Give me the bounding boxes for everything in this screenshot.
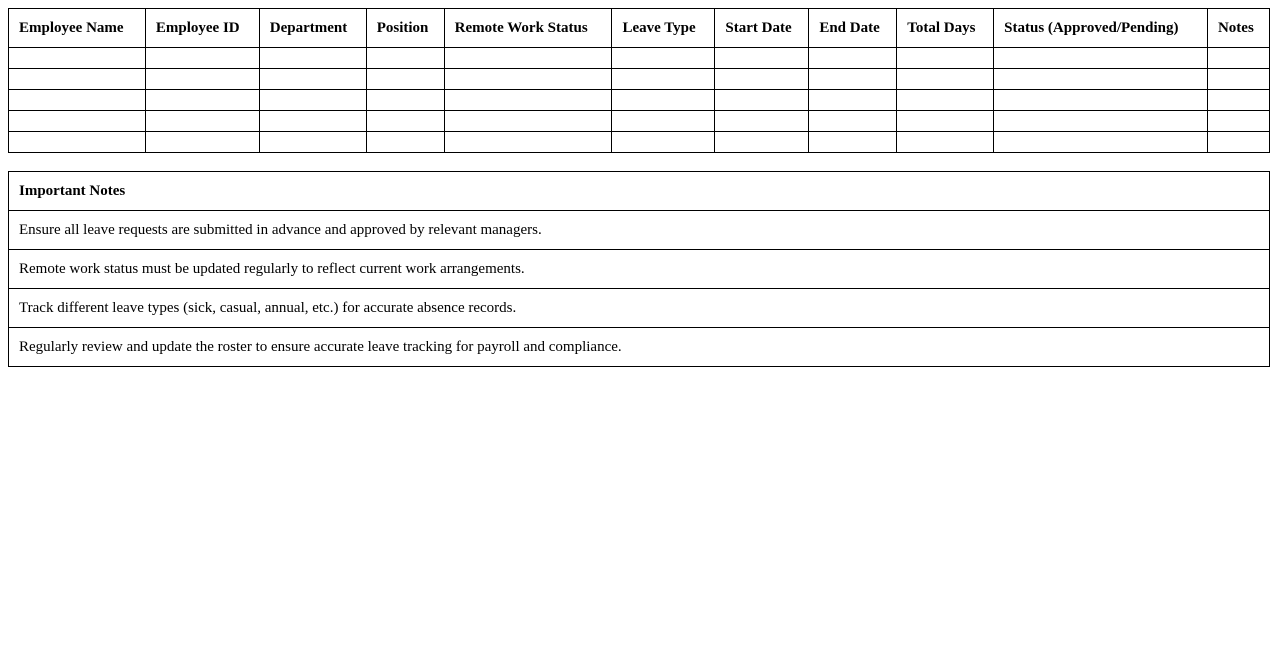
table-cell[interactable] (9, 111, 146, 132)
table-cell[interactable] (994, 111, 1208, 132)
table-cell[interactable] (259, 90, 366, 111)
table-cell[interactable] (897, 90, 994, 111)
table-cell[interactable] (1207, 90, 1269, 111)
leave-roster-table (8, 8, 1270, 153)
table-cell[interactable] (145, 48, 259, 69)
note-row (9, 289, 1270, 328)
table-row (9, 90, 1270, 111)
table-cell[interactable] (145, 69, 259, 90)
table-cell[interactable] (897, 69, 994, 90)
header-position: Position (366, 9, 444, 48)
table-cell[interactable] (612, 69, 715, 90)
table-body (9, 48, 1270, 153)
table-row (9, 48, 1270, 69)
table-cell[interactable] (809, 69, 897, 90)
header-start-date: Start Date (715, 9, 809, 48)
table-cell[interactable] (9, 48, 146, 69)
important-notes-table (8, 171, 1270, 367)
table-cell[interactable] (1207, 111, 1269, 132)
table-row (9, 132, 1270, 153)
table-row (9, 111, 1270, 132)
table-cell[interactable] (715, 90, 809, 111)
table-cell[interactable] (444, 90, 612, 111)
table-cell[interactable] (612, 111, 715, 132)
table-cell[interactable] (994, 132, 1208, 153)
note-row (9, 211, 1270, 250)
note-item: Remote work status must be updated regularly to reflect current work arrangements. (9, 250, 1270, 289)
notes-title-row (9, 172, 1270, 211)
table-cell[interactable] (897, 48, 994, 69)
table-cell[interactable] (809, 48, 897, 69)
table-cell[interactable] (715, 111, 809, 132)
table-cell[interactable] (612, 90, 715, 111)
table-cell[interactable] (444, 111, 612, 132)
table-cell[interactable] (715, 132, 809, 153)
table-cell[interactable] (994, 48, 1208, 69)
table-cell[interactable] (145, 90, 259, 111)
header-total-days: Total Days (897, 9, 994, 48)
notes-title: Important Notes (9, 172, 1270, 211)
table-cell[interactable] (366, 48, 444, 69)
table-cell[interactable] (994, 69, 1208, 90)
table-cell[interactable] (366, 111, 444, 132)
table-cell[interactable] (809, 132, 897, 153)
table-cell[interactable] (897, 111, 994, 132)
header-department: Department (259, 9, 366, 48)
page-content (8, 8, 1270, 367)
table-cell[interactable] (9, 90, 146, 111)
table-cell[interactable] (994, 90, 1208, 111)
table-cell[interactable] (9, 132, 146, 153)
table-row (9, 69, 1270, 90)
header-end-date: End Date (809, 9, 897, 48)
table-cell[interactable] (1207, 48, 1269, 69)
table-cell[interactable] (259, 111, 366, 132)
table-cell[interactable] (259, 132, 366, 153)
table-cell[interactable] (145, 111, 259, 132)
table-cell[interactable] (259, 48, 366, 69)
header-notes: Notes (1207, 9, 1269, 48)
table-cell[interactable] (612, 48, 715, 69)
table-cell[interactable] (444, 69, 612, 90)
note-item: Track different leave types (sick, casual, annual, etc.) for accurate absence records. (9, 289, 1270, 328)
header-leave-type: Leave Type (612, 9, 715, 48)
table-cell[interactable] (366, 69, 444, 90)
table-header-row (9, 9, 1270, 48)
header-remote-work-status: Remote Work Status (444, 9, 612, 48)
table-cell[interactable] (366, 132, 444, 153)
table-cell[interactable] (1207, 69, 1269, 90)
note-item: Regularly review and update the roster to ensure accurate leave tracking for payroll and compliance. (9, 328, 1270, 367)
table-cell[interactable] (809, 90, 897, 111)
table-cell[interactable] (145, 132, 259, 153)
table-cell[interactable] (715, 69, 809, 90)
table-cell[interactable] (612, 132, 715, 153)
table-cell[interactable] (444, 48, 612, 69)
table-cell[interactable] (9, 69, 146, 90)
header-employee-name: Employee Name (9, 9, 146, 48)
table-cell[interactable] (897, 132, 994, 153)
table-cell[interactable] (444, 132, 612, 153)
table-cell[interactable] (1207, 132, 1269, 153)
note-item: Ensure all leave requests are submitted in advance and approved by relevant managers. (9, 211, 1270, 250)
header-employee-id: Employee ID (145, 9, 259, 48)
note-row (9, 328, 1270, 367)
table-cell[interactable] (809, 111, 897, 132)
table-cell[interactable] (366, 90, 444, 111)
header-status: Status (Approved/Pending) (994, 9, 1208, 48)
note-row (9, 250, 1270, 289)
table-cell[interactable] (259, 69, 366, 90)
table-cell[interactable] (715, 48, 809, 69)
